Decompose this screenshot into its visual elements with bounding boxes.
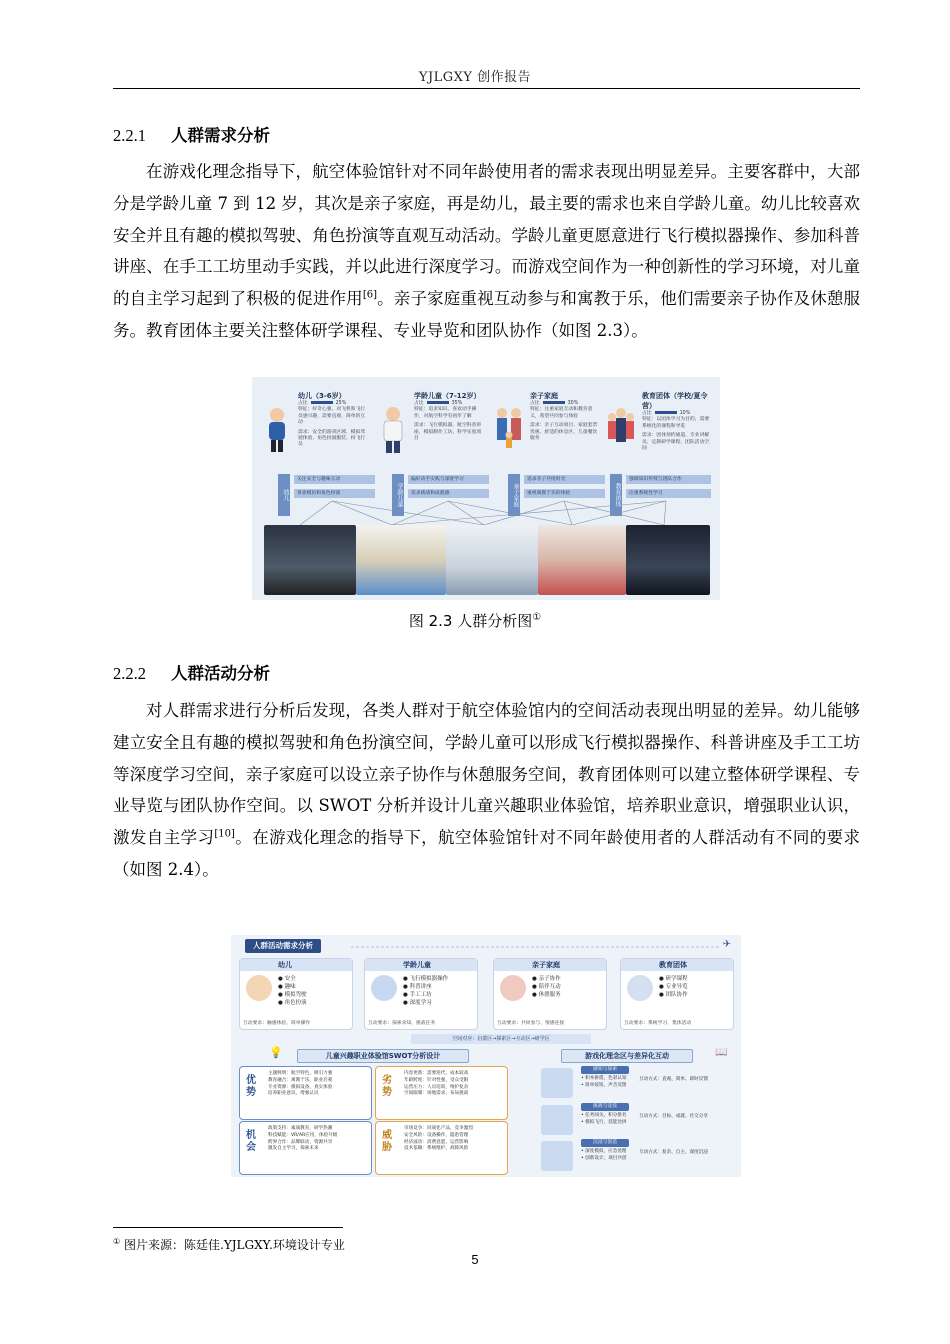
list-item: 教育融合：寓教于乐，职业启蒙 [268, 1077, 333, 1083]
paragraph-text-cont: 。亲子家庭重视互动参与和寓教于乐，他们需要亲子协作及休憩服务。教育团体主要关注整体研学课程、专业导览和团队协作（如图 2.3）。 [113, 289, 861, 340]
activity-card [239, 958, 353, 1030]
list-item: 内容更新：需要迭代，成本较高 [404, 1071, 469, 1076]
game-list [581, 1149, 627, 1162]
list-item: 安全风险：设备操作，隐患管理 [404, 1132, 469, 1138]
list-item: 培养职业意识，增强认识 [268, 1091, 319, 1097]
item-text: 团队协作 [665, 992, 688, 998]
toddler-avatar-icon [246, 975, 272, 1001]
group-feature: 特征：好奇心强、对飞机和飞行员感兴趣，需要直观、简单的互动 [298, 407, 366, 426]
list-item: 激发自主学习，探索未来 [268, 1146, 319, 1152]
pct-label: 占比 [530, 401, 540, 406]
list-item: ● 模拟驾驶 [278, 992, 307, 998]
card-title: 亲子家庭 [494, 959, 606, 971]
swot-opportunities [239, 1121, 372, 1175]
section-heading-2-2-2 [113, 660, 270, 684]
group-need: 需求：安全的游戏区域、模拟驾驶体验、角色扮演服装、扮飞行员 [298, 429, 366, 448]
list-item: 空间限制：场地需求，布局挑战 [404, 1091, 469, 1097]
list-item: ● 趣味 [278, 984, 296, 990]
list-item: ● 深度学习 [403, 1000, 432, 1006]
list-item: • 任务闯关，积分排名 [581, 1113, 627, 1118]
game-tag: 沉浸与创造 [581, 1139, 629, 1147]
card-footer: 互动要求：系统学习、集体活动 [624, 1021, 692, 1026]
game-row [541, 1066, 731, 1102]
simulator-screen-icon [541, 1141, 573, 1171]
child-avatar-icon [371, 975, 397, 1001]
group-band: 教育团体 [610, 474, 622, 516]
footnote-text: 图片来源：陈廷佳.YJLGXY.环境设计专业 [124, 1238, 345, 1252]
pct-value: 10% [679, 411, 691, 416]
group-title: 幼儿（3-6岁） [298, 392, 346, 400]
swot-weaknesses [375, 1066, 508, 1120]
group-tag: 注重系统性学习 [626, 489, 711, 498]
pct-label: 占比 [642, 411, 652, 416]
citation-ref: [6] [362, 289, 377, 301]
swot-label: 机会 [246, 1130, 256, 1153]
group-feature: 特征：以团体学习为目的，需要系统化的课程和导览 [642, 417, 710, 429]
caption-text: 图 2.3 人群分析图 [408, 612, 533, 630]
card-list [659, 975, 688, 999]
school-group-figure-icon [604, 405, 638, 455]
list-item: ● 休憩服务 [532, 992, 561, 998]
screen-game-icon [541, 1105, 573, 1135]
swot-list [268, 1126, 337, 1153]
card-list [532, 975, 561, 999]
group-feature: 特征：追求知识、喜欢动手操作，对航空科学有初步了解 [414, 407, 477, 419]
list-item: 市场竞争：同质化产品，竞争激烈 [404, 1126, 473, 1131]
footnote [113, 1236, 345, 1253]
game-list [581, 1113, 627, 1126]
group-tag: 追求挑战和成就感 [408, 489, 489, 498]
title-underline [351, 945, 721, 949]
book-icon: 📖 [715, 1047, 728, 1058]
item-text: 研学课程 [665, 976, 688, 982]
simulator-photo [626, 525, 710, 595]
footnote-mark: ① [113, 1237, 121, 1246]
airplane-icon: ✈ [722, 939, 731, 950]
swot-label: 劣势 [382, 1075, 392, 1098]
pct-value: 35% [451, 401, 463, 406]
section-heading-2-2-1 [113, 122, 270, 146]
list-item: ● 手工工坊 [403, 992, 432, 998]
list-item: 政策支持：素质教育，研学热潮 [268, 1126, 333, 1131]
swot-threats [375, 1121, 508, 1175]
group-tag: 喜欢模仿和角色扮演 [294, 489, 375, 498]
lightbulb-icon: 💡 [269, 1046, 283, 1059]
card-footer: 互动要求：探索求知、挑战任务 [368, 1021, 436, 1026]
paragraph-text: 在游戏化理念指导下，航空体验馆针对不同年龄使用者的需求表现出明显差异。主要客群中，大部分是学龄儿童 7 到 12 岁，其次是亲子家庭，再是幼儿，最主要的需求也来自学龄儿童。幼儿比较喜欢安全并且有趣的模拟驾驶、角色扮演等直观互动活动。学龄儿童更愿意进行飞行模拟器操作、参加科普讲座、在手工工坊里动手实践，并以此进行深度学习。而游戏空间作为一种创新性的学习环境，对儿童的自主学习起到了积极的促进作用 [113, 162, 860, 309]
pct-bar [543, 401, 565, 404]
pct-bar [311, 401, 333, 404]
group-band: 亲子家庭 [508, 474, 520, 516]
swot-label: 威胁 [382, 1130, 392, 1153]
list-item: 科技赋能：VR/AR应用，体验升级 [268, 1132, 338, 1138]
card-list [278, 975, 307, 1007]
swot-list [268, 1071, 332, 1098]
item-text: 深度模拟，应急处理 [585, 1149, 627, 1154]
citation-ref: [10] [214, 828, 235, 840]
space-flow: 空间对应：启蒙区→探索区→互动区→研学区 [411, 1034, 591, 1044]
game-tag: 挑战与竞技 [581, 1103, 629, 1111]
game-note: 互动方式：直观、简单、即时反馈 [639, 1077, 708, 1082]
game-list [581, 1076, 627, 1089]
item-text: 任务闯关，积分排名 [585, 1113, 627, 1118]
item-text: 专业导览 [665, 984, 688, 990]
footnote-mark: ① [532, 612, 542, 623]
pct-bar [655, 411, 677, 414]
list-item: ● 角色扮演 [278, 1000, 307, 1006]
card-title: 学龄儿童 [365, 959, 477, 971]
swot-list [404, 1071, 468, 1098]
item-text: 深度学习 [409, 1000, 432, 1006]
game-row [541, 1103, 731, 1139]
activity-card [364, 958, 478, 1030]
paragraph-demand [113, 156, 860, 347]
paragraph-activity [113, 695, 860, 886]
figure-caption-2-3 [0, 610, 950, 631]
list-item: • 深度模拟，应急处理 [581, 1149, 627, 1154]
list-item: • 积木拼搭，色彩认知 [581, 1076, 627, 1081]
section-number: 2.2.2 [113, 664, 146, 683]
list-item: ● 科普讲座 [403, 984, 432, 990]
building-blocks-icon [541, 1068, 573, 1098]
school-group-photo [538, 525, 626, 595]
group-need: 需求：团体预约通道、专业讲解员、定制研学课程、团队活动空间 [642, 433, 710, 452]
item-text: 陪伴互动 [538, 984, 561, 990]
game-note: 互动方式：目标、成就、社交分享 [639, 1114, 708, 1119]
aircraft-model-photo [446, 525, 538, 595]
item-text: 飞行模拟器操作 [409, 976, 449, 982]
game-title: 游戏化理念区与差异化互动 [561, 1049, 693, 1063]
pct-label: 占比 [298, 401, 308, 406]
item-text: 手工工坊 [409, 992, 432, 998]
list-item: ● 亲子协作 [532, 976, 561, 982]
item-text: 趣味 [284, 984, 296, 990]
item-text: 模拟飞行，技能比拼 [585, 1119, 627, 1125]
group-band: 学龄儿童 [392, 474, 404, 516]
header-rule [113, 88, 860, 89]
list-item: ● 安全 [278, 976, 296, 982]
list-item: 专业资源：模拟设备，真实体验 [268, 1084, 333, 1090]
item-text: 角色扮演 [284, 1000, 307, 1006]
group-tag: 追求亲子共度时光 [524, 475, 605, 484]
group-title: 教育团体（学校/夏令营） [642, 392, 708, 410]
list-item: 经济波动：消费意愿，运营影响 [404, 1139, 469, 1145]
card-title: 教育团体 [621, 959, 733, 971]
page-number: 5 [471, 1252, 479, 1267]
item-text: 模拟驾驶 [284, 992, 307, 998]
list-item: 运营压力：人员培训，维护复杂 [404, 1084, 469, 1090]
section-title: 人群需求分析 [171, 126, 270, 145]
list-item: ● 团队协作 [659, 992, 688, 998]
game-row [541, 1139, 731, 1175]
group-title: 亲子家庭 [530, 392, 558, 400]
group-tag: 强调知识传授与团队合作 [626, 475, 711, 484]
list-item: 主题鲜明：航空特色，吸引力强 [268, 1071, 333, 1076]
card-footer: 互动要求：共同参与、情感连接 [497, 1021, 565, 1026]
header-text: YJLGXY 创作报告 [418, 70, 532, 85]
swot-title: 儿童兴趣职业体验馆SWOT分析设计 [297, 1049, 469, 1063]
list-item: 年龄跨度：针对性强，受众受限 [404, 1077, 469, 1083]
game-tag: 感知与探索 [581, 1066, 629, 1074]
card-list [403, 975, 448, 1007]
item-text: 简单按钮，声音反馈 [585, 1082, 627, 1088]
list-item: 跨界合作：品牌联动，资源共享 [268, 1139, 333, 1145]
group-feature: 特征：注重家庭互动和教育意义，希望共同参与体验 [530, 407, 593, 419]
group-tag: 关注安全与趣味互动 [294, 475, 375, 484]
paragraph-text-cont: 。在游戏化理念的指导下，航空体验馆针对不同年龄使用者的人群活动有不同的要求（如图 2.4）。 [113, 828, 861, 879]
group-tag: 重视寓教于乐的体验 [524, 489, 605, 498]
workshop-photo [356, 525, 446, 595]
footnote-rule [113, 1227, 343, 1228]
figure-crowd-analysis [252, 377, 720, 600]
figure-title: 人群活动需求分析 [245, 939, 321, 953]
pct-value: 25% [335, 401, 347, 406]
figure-activity-analysis [231, 935, 741, 1177]
item-text: 休憩服务 [538, 992, 561, 998]
game-note: 互动方式：复杂、自主、深度沉浸 [639, 1150, 708, 1155]
list-item: • 模拟飞行，技能比拼 [581, 1119, 627, 1125]
group-tag: 偏好动手实践与深度学习 [408, 475, 489, 484]
list-item: ● 研学课程 [659, 976, 688, 982]
pct-value: 30% [567, 401, 579, 406]
group-title: 学龄儿童（7-12岁） [414, 392, 481, 400]
family-figure-icon [492, 405, 526, 455]
group-need: 需求：飞行模拟器、航空科普讲座、模拟制作工坊、科学实验项目 [414, 423, 482, 442]
item-text: 创新设计，项目共创 [585, 1155, 627, 1161]
list-item: • 简单按钮，声音反馈 [581, 1082, 627, 1088]
toddler-figure-icon [260, 405, 294, 455]
family-avatar-icon [500, 975, 526, 1001]
school-group-avatar-icon [627, 975, 653, 1001]
card-footer: 互动要求：触感体验、简单操作 [243, 1021, 311, 1026]
swot-strengths [239, 1066, 372, 1120]
paragraph-text: 对人群需求进行分析后发现，各类人群对于航空体验馆内的空间活动表现出明显的差异。幼儿能够建立安全且有趣的模拟驾驶和角色扮演空间，学龄儿童可以形成飞行模拟器操作、科普讲座及手工工坊等深度学习空间，亲子家庭可以设立亲子协作与休憩服务空间，教育团体则可以建立整体研学课程、专业导览与团队协作空间。以 SWOT 分析并设计儿童兴趣职业体验馆，培养职业意识，增强职业认识，激发自主学习 [113, 701, 860, 848]
card-title: 幼儿 [240, 959, 352, 971]
activity-card [493, 958, 607, 1030]
section-title: 人群活动分析 [171, 664, 270, 683]
group-band: 幼儿 [278, 474, 290, 516]
list-item: • 创新设计，项目共创 [581, 1155, 627, 1161]
group-need: 需求：亲子互动项目、家庭套票优惠、舒适的休息区、儿童餐饮服务 [530, 423, 598, 442]
child-figure-icon [376, 405, 410, 455]
section-number: 2.2.1 [113, 126, 146, 145]
swot-label: 优势 [246, 1075, 256, 1098]
pct-bar [427, 401, 449, 404]
pct-label: 占比 [414, 401, 424, 406]
item-text: 亲子协作 [538, 976, 561, 982]
item-text: 安全 [284, 976, 296, 982]
item-text: 积木拼搭，色彩认知 [585, 1076, 627, 1081]
activity-card [620, 958, 734, 1030]
list-item: ● 飞行模拟器操作 [403, 976, 449, 982]
cockpit-photo [264, 525, 356, 595]
list-item: 技术依赖：系统维护，故障风险 [404, 1146, 469, 1152]
list-item: ● 专业导览 [659, 984, 688, 990]
item-text: 科普讲座 [409, 984, 432, 990]
connector-lines [252, 499, 720, 527]
list-item: ● 陪伴互动 [532, 984, 561, 990]
swot-list [404, 1126, 473, 1153]
